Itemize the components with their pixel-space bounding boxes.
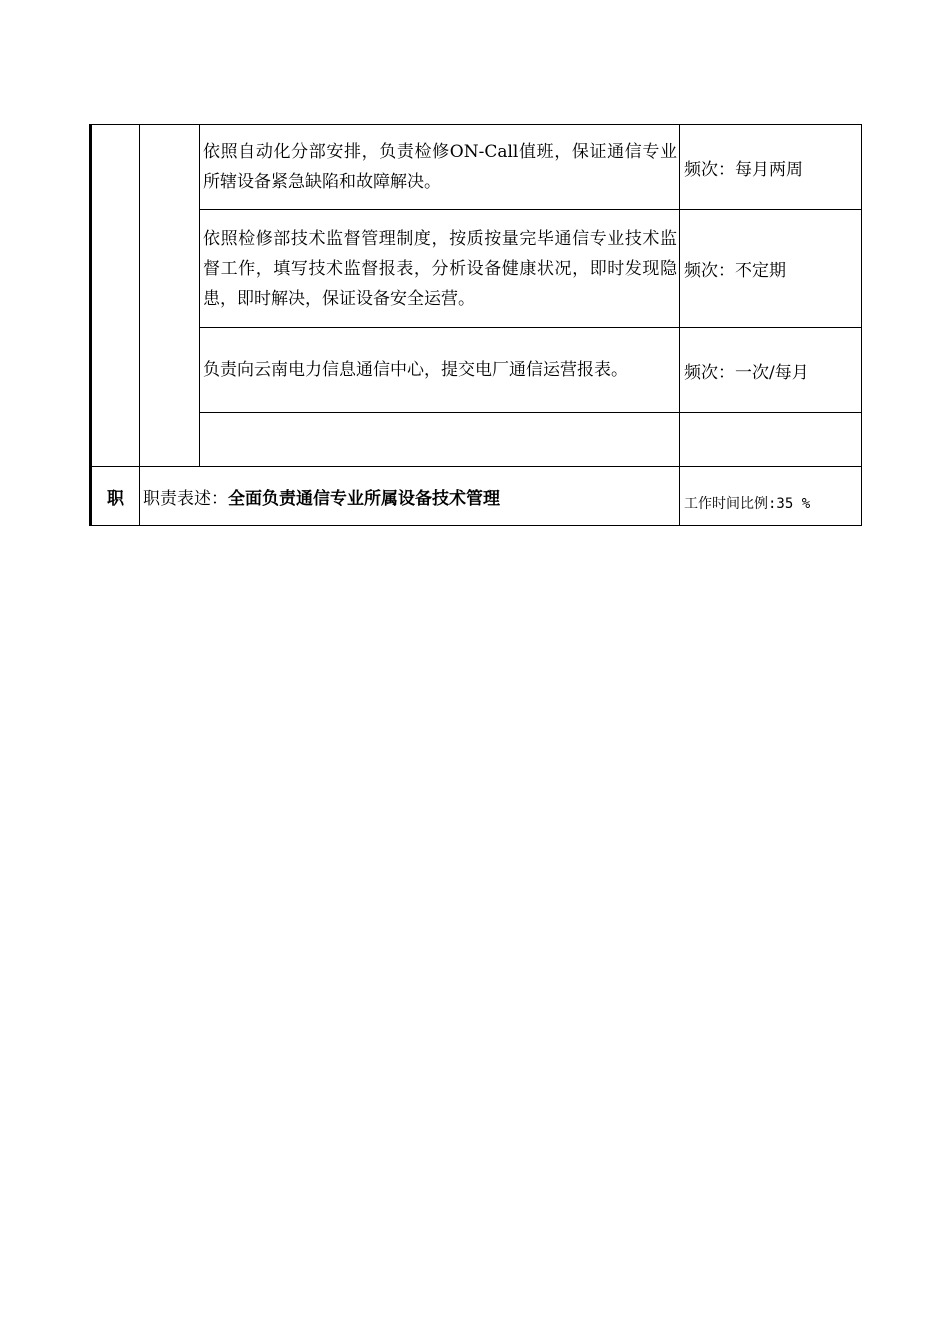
table-row bbox=[91, 413, 862, 467]
table-row bbox=[91, 328, 862, 413]
duty-description bbox=[200, 413, 680, 467]
table-row bbox=[91, 210, 862, 328]
summary-label: 职 bbox=[91, 467, 140, 526]
summary-row bbox=[91, 467, 862, 526]
duty-description: 负责向云南电力信息通信中心，提交电厂通信运营报表。 bbox=[200, 328, 680, 413]
summary-prefix: 职责表述： bbox=[143, 488, 228, 509]
duty-description: 依照检修部技术监督管理制度，按质按量完毕通信专业技术监督工作，填写技术监督报表，分析设备健康状况，即时发现隐患，即时解决，保证设备安全运营。 bbox=[200, 210, 680, 328]
summary-cell bbox=[140, 467, 680, 526]
table-row bbox=[91, 125, 862, 210]
duty-description: 依照自动化分部安排，负责检修ON-Call值班，保证通信专业所辖设备紧急缺陷和故障解决。 bbox=[200, 125, 680, 210]
category-cell bbox=[91, 125, 140, 467]
work-time-ratio: 工作时间比例:35 % bbox=[680, 467, 862, 526]
duty-frequency: 频次：不定期 bbox=[680, 210, 862, 328]
duty-frequency: 频次：每月两周 bbox=[680, 125, 862, 210]
duty-table bbox=[89, 124, 862, 526]
duty-frequency: 频次：一次/每月 bbox=[680, 328, 862, 413]
summary-text: 全面负责通信专业所属设备技术管理 bbox=[228, 488, 500, 509]
subcategory-cell bbox=[140, 125, 200, 467]
duty-frequency bbox=[680, 413, 862, 467]
